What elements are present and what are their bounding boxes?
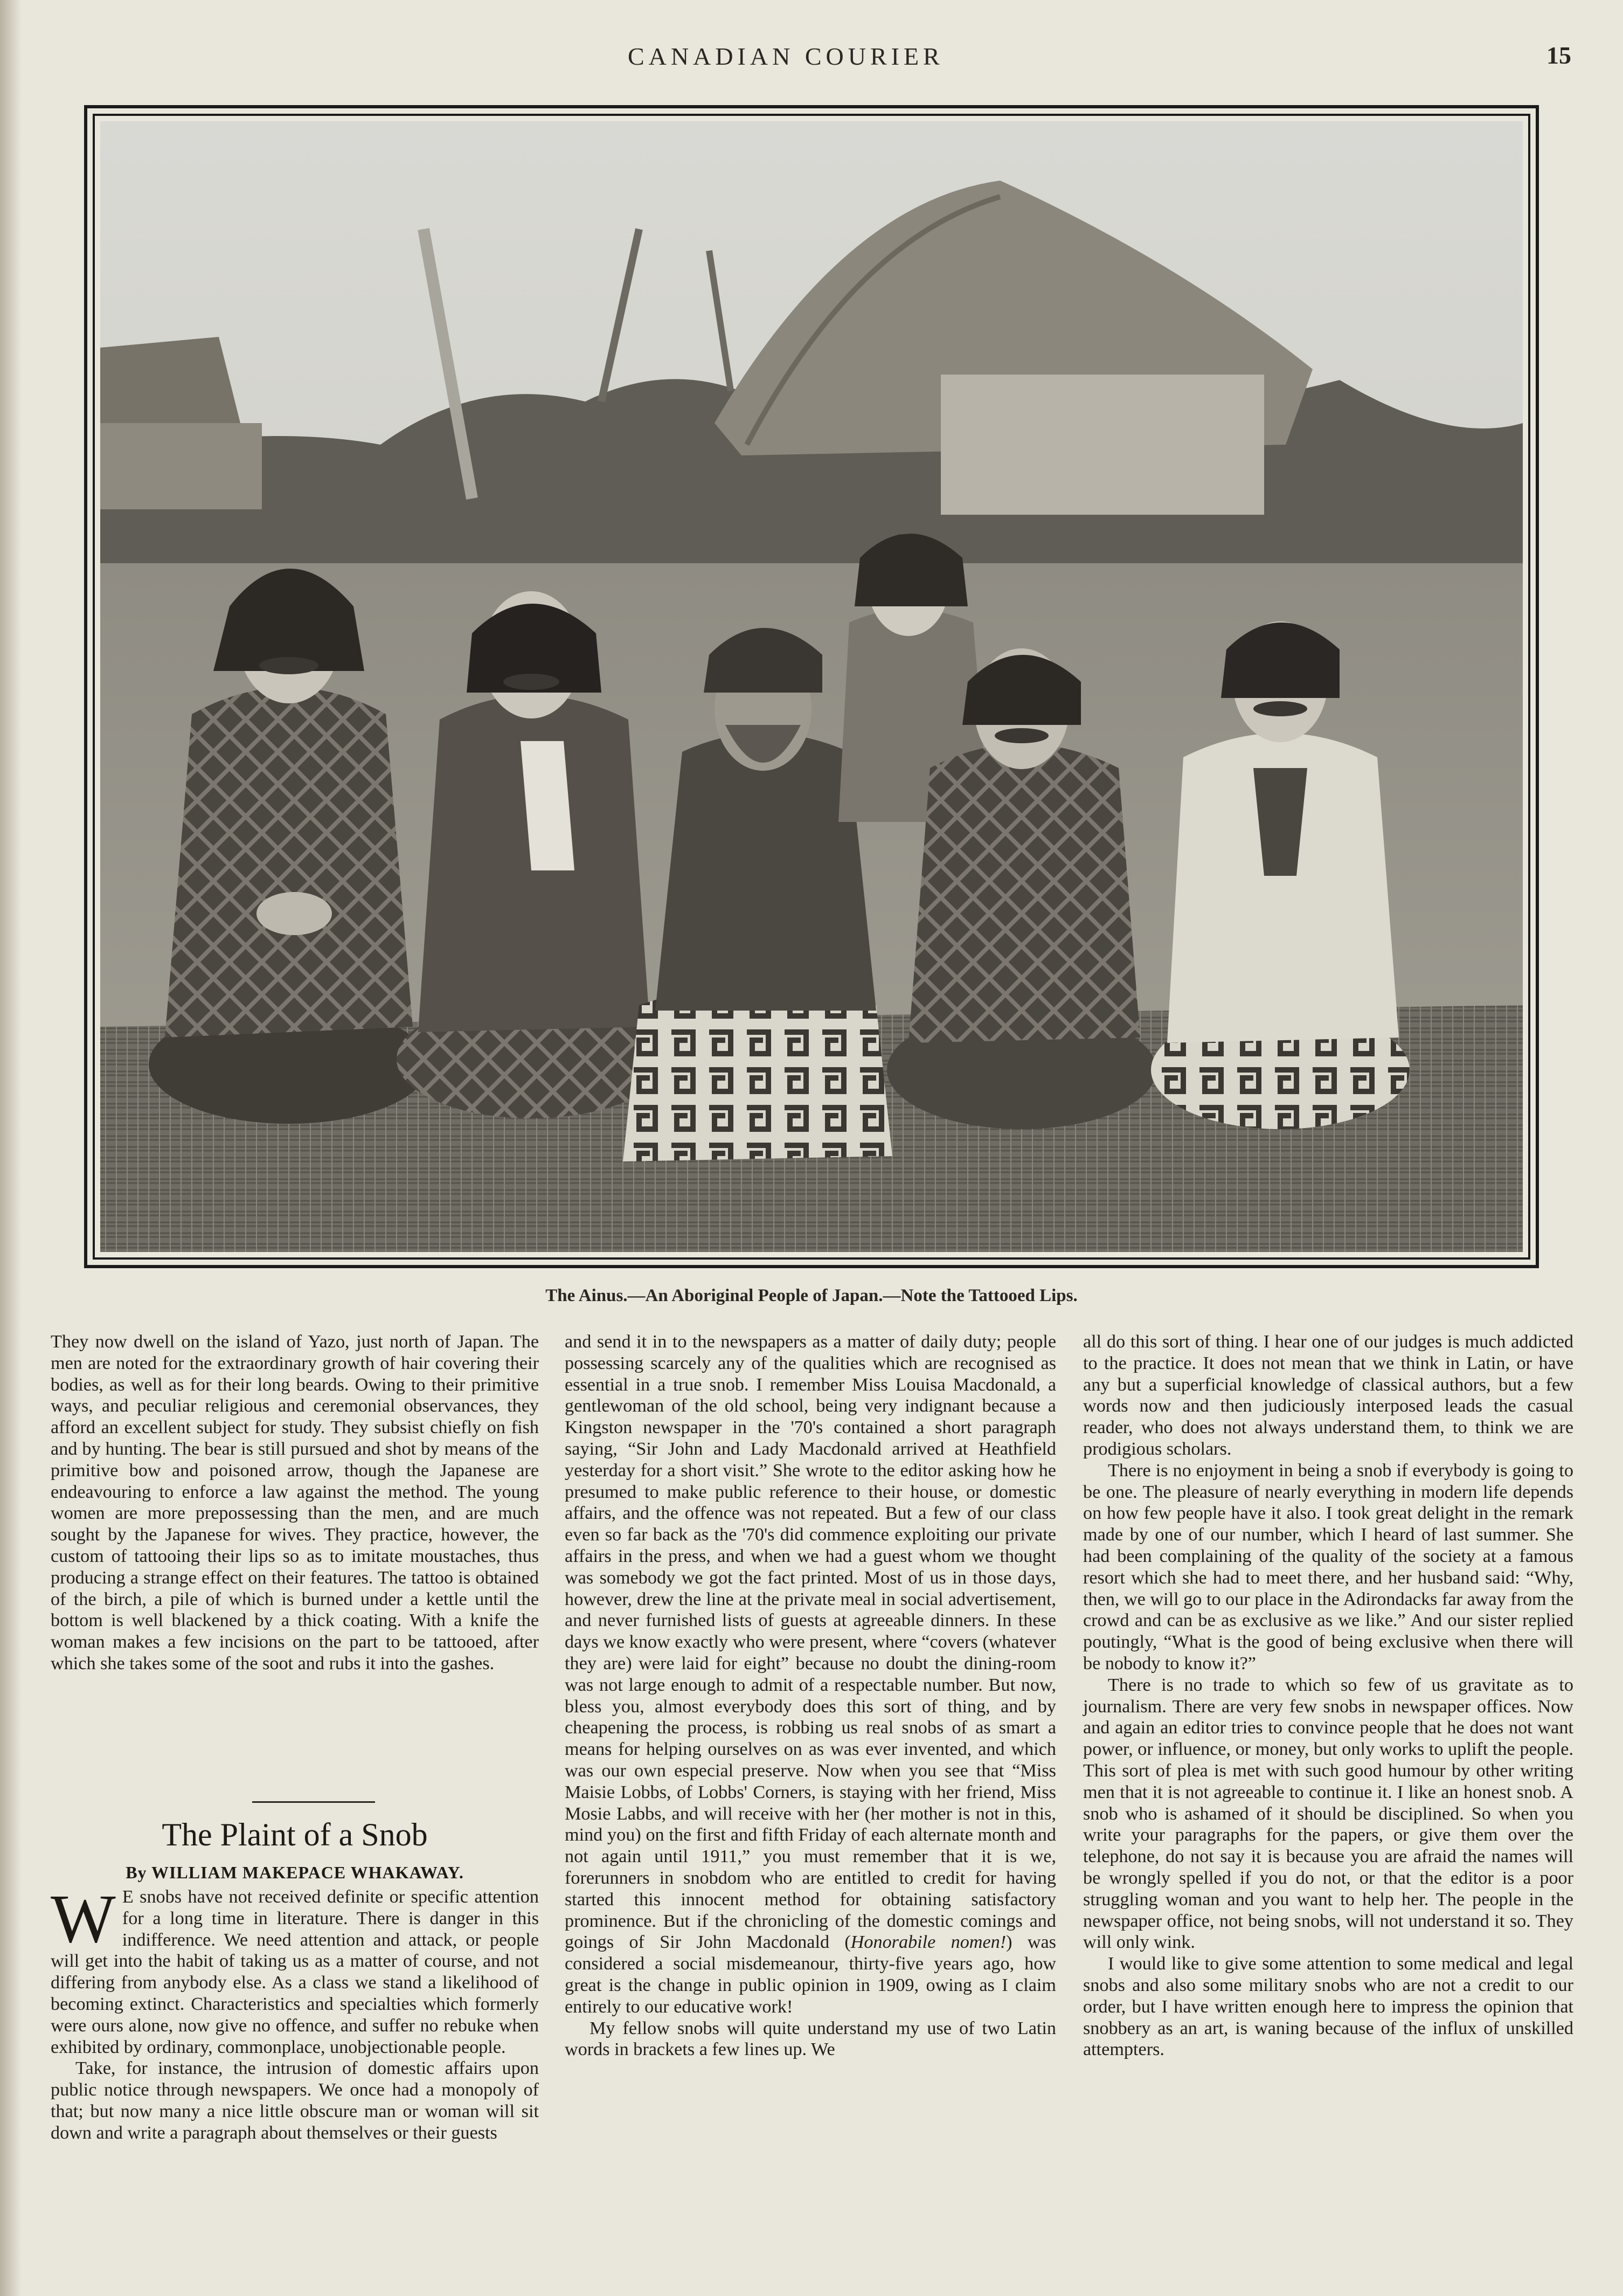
photograph-ainu-group xyxy=(100,121,1523,1252)
section-divider-rule xyxy=(252,1801,375,1803)
article-paragraph-7: There is no trade to which so few of us gravitate as to journalism. There are very few snobs in newspaper offices. Now and again an editor tries to convince people that he does not want power, or influence, or money, but only works to uplift the people. This sort of plea is met with such good humour by other writing men that it is not agreeable to continue it. I like an honest snob. A snob who is ashamed of it should be disciplined. So when you write your paragraphs for the papers, or give them over the telephone, do not say it is because you are afraid the names will be wrongly spelled if you do not, or that the editor is a poor struggling woman and you want to help her. The people in the newspaper office, not being snobs, will not understand it so. They will only wink. xyxy=(1083,1675,1573,1953)
photo-inner-border xyxy=(93,114,1530,1260)
latin-phrase: Honorabile nomen! xyxy=(850,1932,1007,1953)
article-column-2 xyxy=(565,1331,1056,2060)
intro-column xyxy=(51,1331,539,1675)
article-paragraph-8: I would like to give some attention to some medical and legal snobs and also some military snobs who are not a credit to our order, but I have written enough here to impress the opinion that snobbery as an art, is waning because of the influx of unskilled attempters. xyxy=(1083,1954,1573,2060)
article-paragraph-1-text: E snobs have not received definite or specific attention for a long time in literature. There is danger in this indifference. We need attention and attack, or people will get into the habit of taking us as a matter of course, and not differing from anybody else. As a class we stand a likelihood of becoming extinct. Characteristics and specialties which formerly were ours alone, now give no offence, and suffer no rebuke when exhibited by ordinary, commonplace, unobjectionable people. xyxy=(51,1887,539,2057)
article-paragraph-1 xyxy=(51,1880,539,2058)
page-edge-shadow xyxy=(0,0,22,2296)
article-paragraph-6: There is no enjoyment in being a snob if everybody is going to be one. The pleasure of nearly everything in modern life depends on how few people have it also. I took great delight in the remark made by one of our number, which I heard of last summer. She had been complaining of the quality of the society at a famous resort which she had to meet there, and her husband said: “Why, then, we will go to our place in the Adirondacks far away from the crowd and can be as exclusive as we like.” And our sister replied poutingly, “What is the good of being exclusive when there will be nobody to know it?” xyxy=(1083,1460,1573,1673)
intro-paragraph: They now dwell on the island of Yazo, just north of Japan. The men are noted for the extraordinary growth of hair covering their bodies, as well as for their long beards. Owing to their primitive ways, and peculiar religious and ceremonial observances, they afford an excellent subject for study. They subsist chiefly on fish and by hunting. The bear is still pursued and shot by means of the primitive bow and poisoned arrow, though the Japanese are endeavouring to enforce a law against the method. The young women are more prepossessing than the men, and are much sought by the Japanese for wives. They practice, however, the custom of tattooing their lips so as to imitate moustaches, thus producing a strange effect on their features. The tattoo is obtained of the birch, a pile of which is burned under a kettle until the bottom is well blackened by a thick coating. With a knife the woman makes a few incisions on the part to be tattooed, after which she takes some of the soot and rubs it into the gashes. xyxy=(51,1332,539,1673)
article-paragraph-3-tail: ) was considered a social misdemeanour, thirty-five years ago, how great is the change in public opinion in 1909, owing as I claim entirely to our educative work! xyxy=(565,1932,1056,2017)
photo-caption: The Ainus.—An Aboriginal People of Japan.—Note the Tattooed Lips. xyxy=(545,1286,1078,1305)
article-byline: By WILLIAM MAKEPACE WHAKAWAY. xyxy=(126,1863,464,1882)
photo-frame xyxy=(84,105,1539,1268)
article-paragraph-5: all do this sort of thing. I hear one of our judges is much addicted to the practice. It does not mean that we think in Latin, or have any but a superficial knowledge of classical authors, but a few words now and then judiciously interposed leads the casual reader, who does not always understand them, to think we are prodigious scholars. xyxy=(1083,1332,1573,1459)
article-title: The Plaint of a Snob xyxy=(162,1817,428,1852)
article-column-3 xyxy=(1083,1331,1573,2060)
article-paragraph-3-text: and send it in to the newspapers as a matter of daily duty; people possessing scarcely any of the qualities which are recognised as essential in a true snob. I remember Miss Louisa Macdonald, a gentlewoman of the old school, being very indignant because a Kingston newspaper in the '70's contained a short paragraph saying, “Sir John and Lady Macdonald arrived at Heathfield yesterday for a short visit.” She wrote to the editor asking how he presumed to make public reference to their house, or domestic affairs, and the offence was not repeated. But a few of our class even so far back as the '70's did commence exploiting our private affairs in the press, and when we had a guest whom we thought was somebody we got the fact printed. Most of us in those days, however, drew the line at the private meal in social advertisement, and never furnished lists of guests at agreeable dinners. In these days we know exactly who were present, where “covers (whatever they are) were laid for eight” because no doubt the dining-room was not large enough to admit of a respectable number. But now, bless you, almost everybody does this sort of thing, and by cheapening the process, is robbing us real snobs of as smart a means for helping ourselves on as was ever invented, and which was our own especial preserve. Now when you see that “Miss Maisie Lobbs, of Lobbs' Corners, is staying with her friend, Miss Mosie Labbs, and will receive with her (her mother is not in this, mind you) on the first and fifth Friday of each alternate month and not again until 1911,” you must remember that it is we, forerunners in snobdom who are entitled to credit for having started this innocent method for obtaining satisfactory prominence. But if the chronicling of the domestic comings and goings of Sir John Macdonald ( xyxy=(565,1332,1056,1953)
page-number: 15 xyxy=(1546,42,1571,69)
page-header xyxy=(0,39,1623,77)
article-paragraph-3 xyxy=(565,1331,1056,2018)
running-head: CANADIAN COURIER xyxy=(628,43,944,70)
article-column-1 xyxy=(51,1880,539,2144)
article-paragraph-2: Take, for instance, the intrusion of domestic affairs upon public notice through newspapers. We once had a monopoly of that; but now many a nice little obscure man or woman will sit down and write a paragraph about themselves or their guests xyxy=(51,2058,539,2143)
drop-cap: W xyxy=(51,1880,116,1957)
article-paragraph-4: My fellow snobs will quite understand my use of two Latin words in brackets a few lines up. We xyxy=(565,2018,1056,2060)
